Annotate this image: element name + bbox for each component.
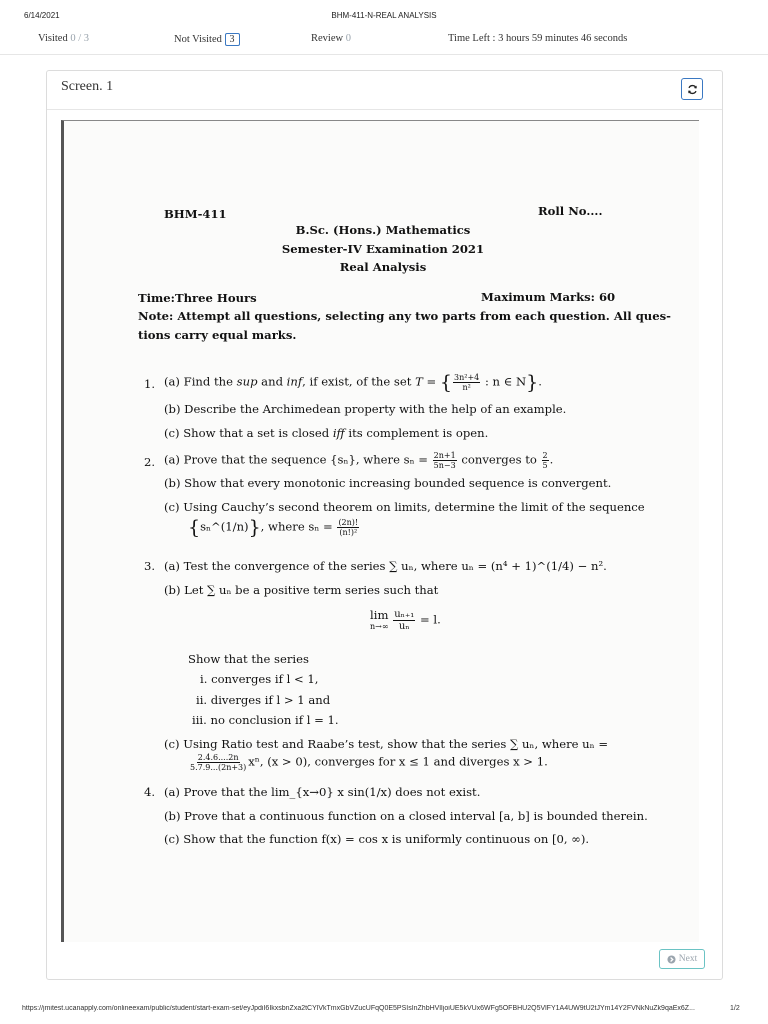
q3-condition-ii: ii. diverges if l > 1 and [196,693,331,707]
q2-number: 2. [144,455,156,469]
next-label: Next [678,954,698,964]
next-button[interactable] [659,949,705,969]
q3-part-c-line-1: (c) Using Ratio test and Raabe’s test, show that the series ∑ uₙ, where uₙ = [164,737,609,751]
exam-title: Semester-IV Examination 2021 [281,242,485,256]
q3-condition-i: i. converges if l < 1, [200,672,319,686]
print-date: 6/14/2021 [24,11,60,20]
review-label: Review [311,33,344,44]
print-title: BHM-411-N-REAL ANALYSIS [331,11,437,20]
q1-part-c: (c) Show that a set is closed iff its complement is open. [164,426,489,440]
time-left-label: Time Left : [448,33,496,44]
q3-condition-iii: iii. no conclusion if l = 1. [192,713,339,727]
refresh-button[interactable] [681,78,703,100]
q3-part-b: (b) Let ∑ uₙ be a positive term series such that [164,583,439,597]
review-status [311,33,351,44]
q3-part-a: (a) Test the convergence of the series ∑ uₙ, where uₙ = (n⁴ + 1)^(1/4) − n². [164,559,607,573]
subject-title: Real Analysis [339,260,427,274]
maximum-marks: Maximum Marks: 60 [481,290,616,304]
q4-part-b: (b) Prove that a continuous function on a closed interval [a, b] is bounded therein. [164,809,648,823]
q3-show-line: Show that the series [188,652,309,666]
question-panel [46,70,723,980]
question-paper-image [61,120,699,942]
time-left-status [448,33,627,44]
print-header [0,0,768,28]
q4-part-c: (c) Show that the function f(x) = cos x is uniformly continuous on [0, ∞). [164,832,590,846]
note-line-1: Note: Attempt all questions, selecting any two parts from each question. All ques- [138,309,671,323]
q1-part-b: (b) Describe the Archimedean property with the help of an example. [164,402,567,416]
q2-part-b: (b) Show that every monotonic increasing bounded sequence is convergent. [164,476,612,490]
not-visited-status [174,33,240,46]
page-url: https://jmitest.ucanapply.com/onlineexam/public/student/start-exam-set/eyJpdiI6IkxsbnZxa2tCYlVkTmxGbVZucUFqQ0E5PSIsInZhbHVlIjoiUE5kVUx6WFg5OFBHU2Q5VlFY1A4UW9tU2tJYm14Y2FVNkNuZk9qaEx6Z... [22,1005,695,1012]
q4-number: 4. [144,785,156,799]
q2-part-a: (a) Prove that the sequence {sₙ}, where sₙ = $\frac{2n+1}{5n-3}$ converges to $\frac{2}{5}$ . [164,451,554,470]
course-title: B.Sc. (Hons.) Mathematics [295,223,471,237]
paper-code: BHM-411 [164,207,227,221]
review-count: 0 [345,33,351,44]
note-line-2: tions carry equal marks. [138,328,297,342]
refresh-icon [687,84,698,95]
next-arrow-icon [667,955,676,964]
not-visited-label: Not Visited [174,34,222,45]
q1-part-a: (a) Find the sup and inf, if exist, of the set T = { $\frac{\text{3n²+4}}{\text{n²}}$ : n ∈ N}. [164,371,542,394]
exam-document [64,121,699,942]
visited-label: Visited [38,33,68,44]
q2-part-c-line-2: {sₙ^(1/n)}, where sₙ = $\frac{(2n)!}{\text{(n!)²}}$ [188,516,359,539]
time-left-value: 3 hours 59 minutes 46 seconds [498,33,628,44]
page-number: 1/2 [730,1005,740,1012]
screen-label: Screen. 1 [61,79,114,94]
exam-status-bar [0,28,768,52]
q3-part-c-line-2: $\frac{2.4.6....2n}{5.7.9...(2n+3)}$ xⁿ, (x > 0), converges for x ≤ 1 and diverges x > 1. [190,753,548,772]
visited-count: 0 / 3 [70,33,89,44]
panel-header [47,71,722,110]
not-visited-count[interactable]: 3 [225,33,240,46]
exam-duration: Time:Three Hours [138,291,257,305]
header-divider [0,54,768,55]
q2-part-c-line-1: (c) Using Cauchy’s second theorem on limits, determine the limit of the sequence [164,500,645,514]
visited-status [38,33,89,44]
q4-part-a: (a) Prove that the lim_{x→0} x sin(1/x) does not exist. [164,785,481,799]
print-footer [0,1000,768,1024]
q1-number: 1. [144,377,156,391]
roll-number: Roll No.... [538,204,603,218]
q3-number: 3. [144,559,156,573]
q3-limit-expression: lim n→∞ $\frac{\text{uₙ₊₁}}{\text{uₙ}}$ = l. [370,607,441,632]
